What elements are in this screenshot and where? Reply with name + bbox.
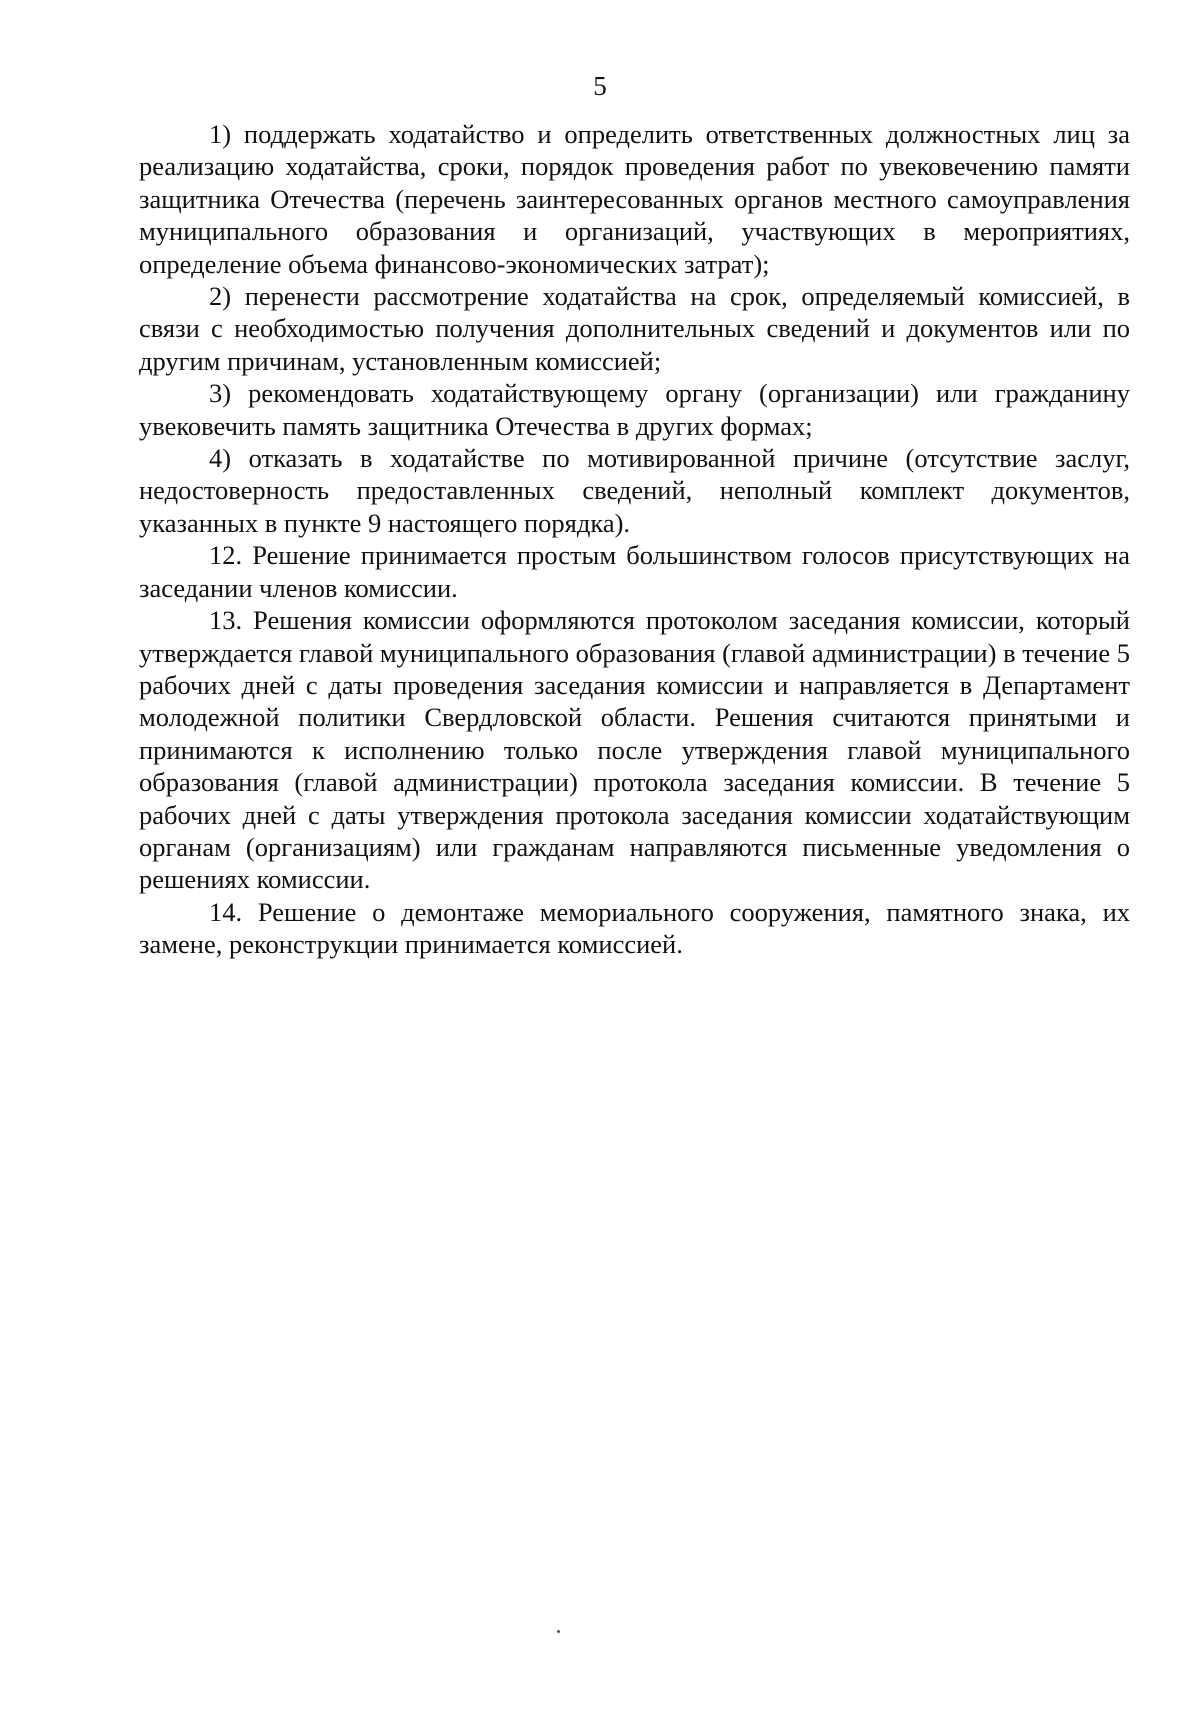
document-body [139, 118, 1130, 961]
paragraph-clause-12: 12. Решение принимается простым большинством голосов присутствующих на заседании членов комиссии. [139, 540, 1130, 603]
paragraph-item-1: 1) поддержать ходатайство и определить ответственных должностных лиц за реализацию ходатайства, сроки, порядок проведения работ по увековечению памяти защитника Отечества (перечень заинтересованных органов местного самоуправления муниципального образования и организаций, участвующих в мероприятиях, определение объема финансово-экономических затрат); [139, 119, 1130, 279]
paragraph-item-3: 3) рекомендовать ходатайствующему органу (организации) или гражданину увековечить память защитника Отечества в других формах; [139, 378, 1130, 441]
paragraph-clause-13: 13. Решения комиссии оформляются протоколом заседания комиссии, который утверждается главой муниципального образования (главой администрации) в течение 5 рабочих дней с даты проведения заседания комиссии и направляется в Департамент молодежной политики Свердловской области. Решения считаются принятыми и принимаются к исполнению только после утверждения главой муниципального образования (главой администрации) протокола заседания комиссии. В течение 5 рабочих дней с даты утверждения протокола заседания комиссии ходатайствующим органам (организациям) или гражданам направляются письменные уведомления о решениях комиссии. [139, 605, 1130, 895]
paragraph-item-2: 2) перенести рассмотрение ходатайства на срок, определяемый комиссией, в связи с необходимостью получения дополнительных сведений и документов или по другим причинам, установленным комиссией; [139, 281, 1130, 376]
paragraph-item-4: 4) отказать в ходатайстве по мотивированной причине (отсутствие заслуг, недостоверность предоставленных сведений, неполный комплект документов, указанных в пункте 9 настоящего порядка). [139, 443, 1130, 538]
scan-speck [557, 1630, 560, 1633]
paragraph-clause-14: 14. Решение о демонтаже мемориального сооружения, памятного знака, их замене, реконструкции принимается комиссией. [139, 896, 1130, 960]
page-number: 5 [593, 71, 607, 101]
